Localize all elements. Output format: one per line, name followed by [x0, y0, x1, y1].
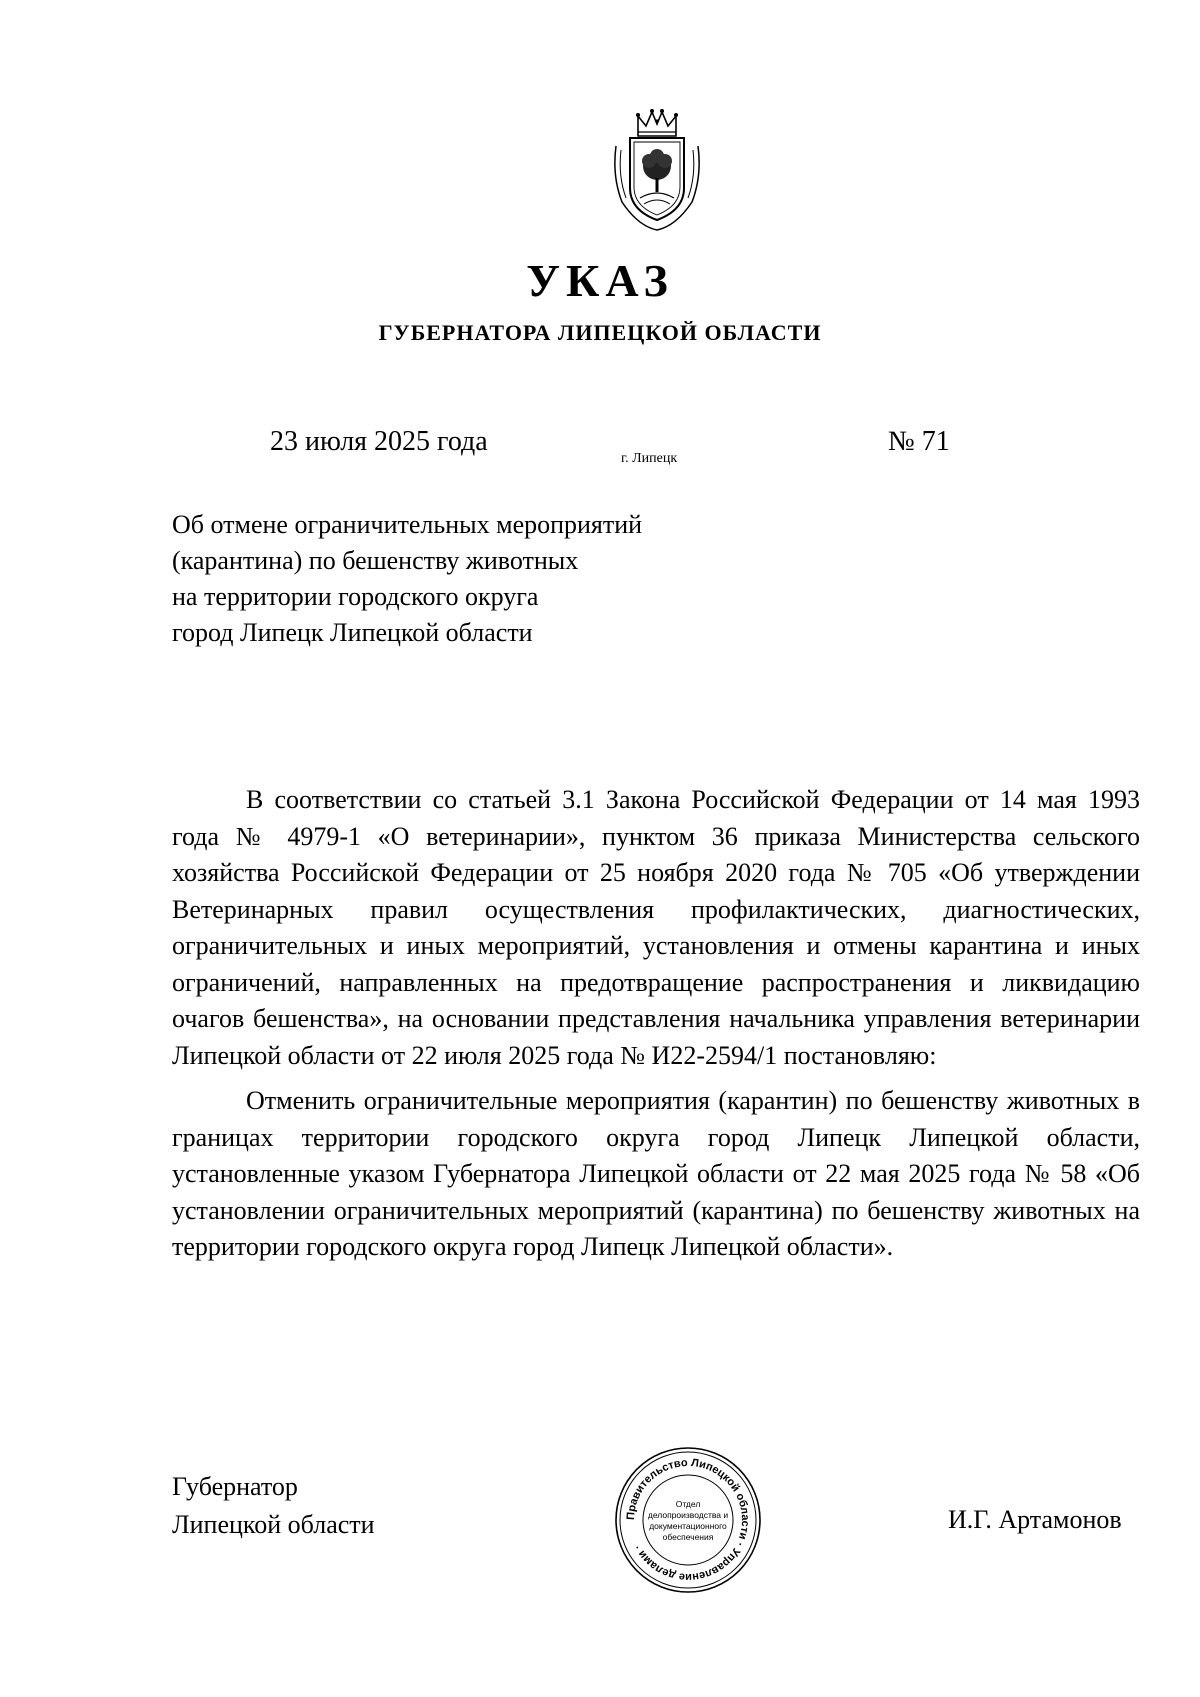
- stamp-center-line: обеспечения: [662, 1532, 714, 1542]
- signatory-position-line: Липецкой области: [172, 1510, 375, 1539]
- document-date: 23 июля 2025 года: [270, 426, 488, 457]
- official-stamp: [613, 1445, 763, 1595]
- body-paragraph: В соответствии со статьей 3.1 Закона Российской Федерации от 14 мая 1993 года № 4979-1 «О ветеринарии», пунктом 36 приказа Министерства сельского хозяйства Российской Федерации от 25 ноября 2020 года № 705 «Об утверждении Ветеринарных правил осуществления профилактических, диагностических, ограничительных и иных мероприятий, установления и отмены карантина и иных ограничений, направленных на предотвращение распространения и ликвидацию очагов бешенства», на основании представления начальника управления ветеринарии Липецкой области от 22 июля 2025 года № И22-2594/1 постановляю:: [172, 785, 1140, 1070]
- document-place: г. Липецк: [621, 451, 678, 466]
- body-paragraph: Отменить ограничительные мероприятия (карантин) по бешенству животных в границах территории городского округа город Липецк Липецкой области, установленные указом Губернатора Липецкой области от 22 мая 2025 года № 58 «Об установлении ограничительных мероприятий (карантина) по бешенству животных на территории городского округа город Липецк Липецкой области».: [172, 1086, 1140, 1261]
- stamp-center-line: Отдел: [675, 1499, 701, 1509]
- stamp-center-line: делопроизводства и: [647, 1510, 729, 1520]
- subject-line: на территории городского округа: [172, 582, 539, 611]
- signatory-position: [172, 1468, 375, 1544]
- document-number: № 71: [888, 426, 950, 457]
- subject-line: Об отмене ограничительных мероприятий: [172, 510, 643, 539]
- subject-line: город Липецк Липецкой области: [172, 618, 533, 647]
- stamp-ring-text: Правительство Липецкой области · Управление делами ·: [624, 1456, 752, 1584]
- signatory-position-line: Губернатор: [172, 1472, 298, 1501]
- stamp-center-line: документационного: [649, 1521, 727, 1531]
- document-body: [172, 782, 1140, 1275]
- document-subject: [172, 507, 732, 651]
- document-issuer: ГУБЕРНАТОРА ЛИПЕЦКОЙ ОБЛАСТИ: [378, 320, 822, 345]
- coat-of-arms-icon: [608, 106, 706, 236]
- document-title: УКАЗ: [526, 255, 674, 306]
- signatory-name: И.Г. Артамонов: [948, 1505, 1122, 1534]
- subject-line: (карантина) по бешенству животных: [172, 546, 579, 575]
